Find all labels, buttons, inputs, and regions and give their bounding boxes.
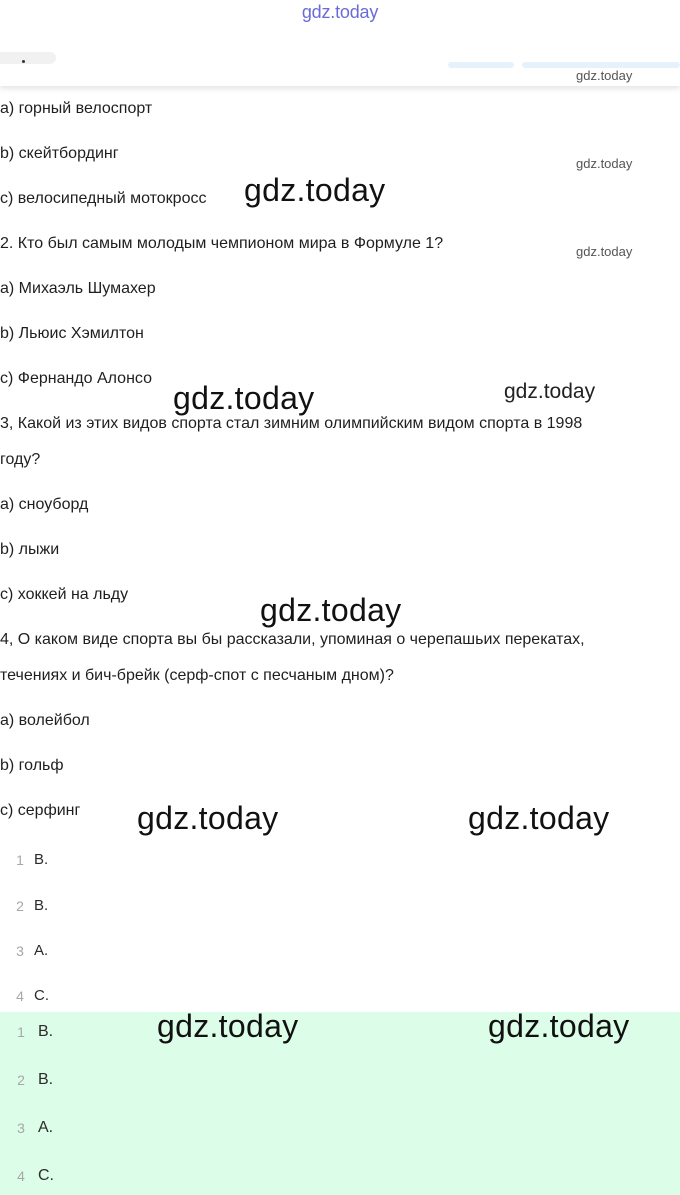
- watermark-medium: gdz.today: [504, 380, 596, 403]
- answer-value: B.: [34, 897, 49, 914]
- question-line: 2. Кто был самым молодым чемпионом мира в Формуле 1?: [0, 235, 444, 252]
- text-line: c) велосипедный мотокросс: [0, 190, 207, 207]
- answer-number: 4: [16, 988, 24, 1004]
- menu-tab[interactable]: [0, 52, 56, 64]
- question-line: году?: [0, 451, 41, 468]
- answer-value: B.: [38, 1023, 54, 1040]
- text-line: b) Льюис Хэмилтон: [0, 325, 144, 342]
- header-bar-long: [522, 62, 680, 68]
- watermark: gdz.today: [468, 800, 610, 836]
- site-logo[interactable]: gdz.today: [301, 2, 379, 22]
- answer-value: C.: [38, 1167, 54, 1184]
- answer-value: A.: [34, 942, 49, 959]
- answer-value: B.: [34, 851, 49, 868]
- text-line: a) сноуборд: [0, 496, 89, 513]
- watermark: gdz.today: [260, 592, 402, 628]
- text-line: c) Фернандо Алонсо: [0, 370, 152, 387]
- answer-number: 2: [17, 1072, 25, 1088]
- answer-value: A.: [38, 1119, 54, 1136]
- watermark: gdz.today: [173, 380, 315, 416]
- text-line: b) гольф: [0, 757, 64, 774]
- highlighted-answer-list: [0, 1012, 680, 1195]
- answer-number: 3: [16, 943, 24, 959]
- watermark: gdz.today: [157, 1008, 299, 1044]
- watermark: gdz.today: [244, 172, 386, 208]
- watermark: gdz.today: [137, 800, 279, 836]
- answer-number: 2: [16, 898, 24, 914]
- text-line: c) хоккей на льду: [0, 586, 129, 603]
- text-line: b) скейтбординг: [0, 145, 119, 162]
- answer-value: B.: [38, 1071, 54, 1088]
- watermark-small: gdz.today: [576, 68, 633, 83]
- answer-number: 1: [17, 1024, 25, 1040]
- answer-number: 3: [17, 1120, 25, 1136]
- text-line: a) горный велоспорт: [0, 100, 153, 117]
- question-line: течениях и бич-брейк (серф-спот с песчаным дном)?: [0, 667, 394, 684]
- question-line: 3, Какой из этих видов спорта стал зимним олимпийским видом спорта в 1998: [0, 415, 583, 432]
- watermark: gdz.today: [488, 1008, 630, 1044]
- header-bar-short: [448, 62, 514, 68]
- answer-value: C.: [34, 987, 49, 1004]
- question-line: 4, О каком виде спорта вы бы рассказали, упоминая о черепашьих перекатах,: [0, 631, 585, 648]
- top-header: [0, 0, 680, 86]
- text-line: c) серфинг: [0, 802, 81, 819]
- watermark-small: gdz.today: [576, 244, 633, 259]
- answer-number: 4: [17, 1168, 25, 1184]
- text-line: b) лыжи: [0, 541, 60, 558]
- menu-dot-icon: [22, 60, 25, 63]
- text-line: a) волейбол: [0, 712, 90, 729]
- text-line: a) Михаэль Шумахер: [0, 280, 156, 297]
- answer-number: 1: [16, 852, 24, 868]
- watermark-small: gdz.today: [576, 156, 633, 171]
